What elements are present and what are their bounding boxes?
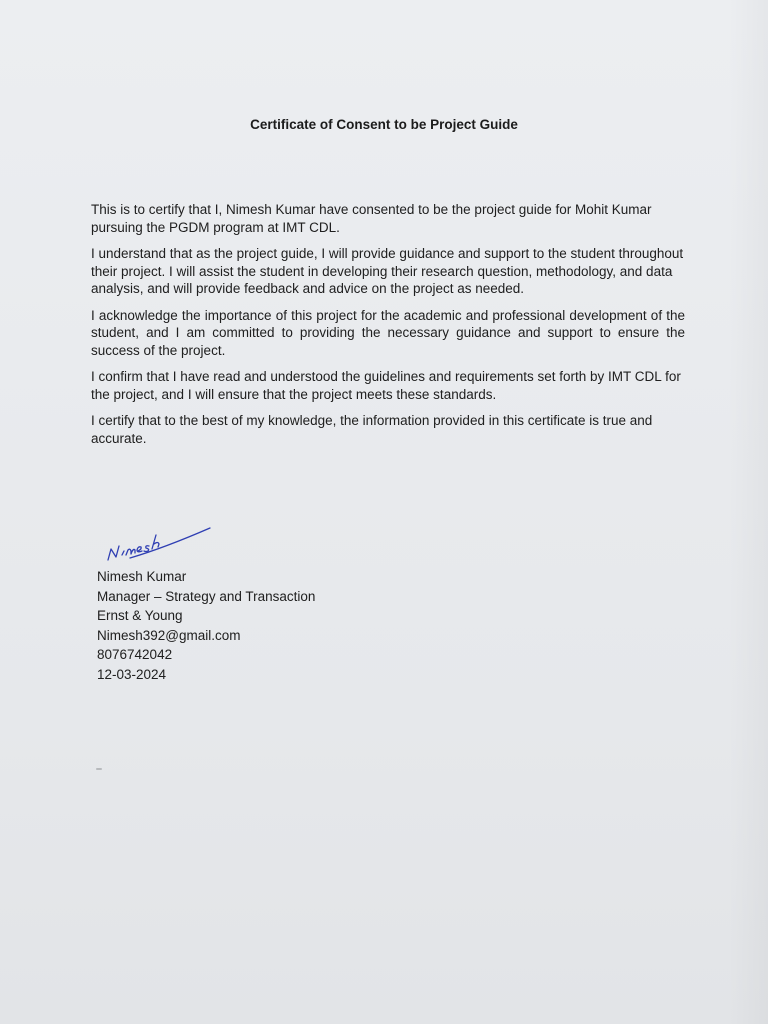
paragraph-guidelines: I confirm that I have read and understood the guidelines and requirements set forth by IMT CDL for the project, and I will ensure that the project meets these standards.	[91, 369, 681, 402]
signer-name: Nimesh Kumar	[97, 569, 187, 584]
signer-phone: 8076742042	[97, 647, 173, 662]
signer-date: 12-03-2024	[97, 666, 167, 682]
signer-designation: Manager – Strategy and Transaction	[97, 588, 316, 604]
signer-details	[97, 567, 315, 684]
signer-organization: Ernst & Young	[97, 608, 183, 623]
document-title: Certificate of Consent to be Project Guide	[250, 117, 518, 132]
paragraph-responsibilities: I understand that as the project guide, I will provide guidance and support to the student throughout their project. I will assist the student in developing their research question, methodology, and data analysis, and will provide feedback and advice on the project as needed.	[91, 246, 684, 296]
handwritten-signature	[104, 522, 214, 564]
paper-mark	[96, 768, 102, 770]
certificate-body	[91, 201, 685, 456]
paragraph-certification: I certify that to the best of my knowledge, the information provided in this certificate is true and accurate.	[91, 413, 653, 446]
signer-email: Nimesh392@gmail.com	[97, 627, 241, 643]
paragraph-consent: This is to certify that I, Nimesh Kumar have consented to be the project guide for Mohit Kumar pursuing the PGDM program at IMT CDL.	[91, 202, 652, 235]
paragraph-acknowledgement: I acknowledge the importance of this project for the academic and professional development of the student, and I am committed to providing the necessary guidance and support to ensure the success of the project.	[91, 307, 685, 358]
